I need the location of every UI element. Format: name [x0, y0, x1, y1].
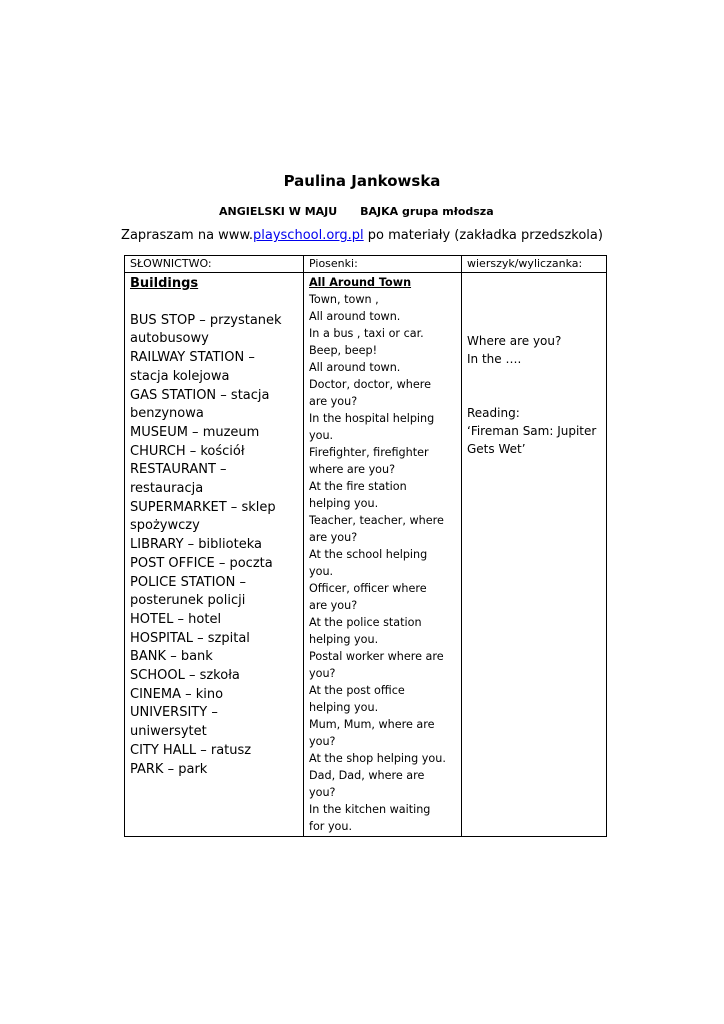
vocabulary-line: autobusowy — [130, 331, 209, 347]
lyric-line: Town, town , — [309, 293, 379, 306]
header-poem: wierszyk/wyliczanka: — [462, 256, 607, 273]
table-content-row — [125, 273, 607, 837]
lyric-line: Mum, Mum, where are — [309, 718, 435, 731]
vocabulary-line: BANK – bank — [130, 649, 213, 665]
vocabulary-line: POST OFFICE – poczta — [130, 555, 273, 571]
vocabulary-line: BUS STOP – przystanek — [130, 312, 282, 328]
reading-line: Reading: — [467, 406, 520, 420]
song-lyrics — [309, 291, 456, 835]
lyric-line: At the fire station — [309, 480, 407, 493]
invite-line — [0, 228, 724, 243]
vocabulary-line: restauracja — [130, 481, 204, 497]
vocabulary-line: CITY HALL – ratusz — [130, 742, 252, 758]
lyric-line: Dad, Dad, where are — [309, 769, 425, 782]
song-title: All Around Town — [309, 276, 412, 289]
lyric-line: for you. — [309, 820, 353, 833]
vocabulary-line: PARK – park — [130, 761, 208, 777]
vocabulary-line: posterunek policji — [130, 593, 246, 609]
vocabulary-line: HOTEL – hotel — [130, 611, 222, 627]
vocabulary-line: SUPERMARKET – sklep — [130, 499, 276, 515]
poem-lines — [467, 332, 601, 368]
vocabulary-line: POLICE STATION – — [130, 574, 247, 590]
lyric-line: Postal worker where are — [309, 650, 444, 663]
lyric-line: At the post office — [309, 684, 405, 697]
materials-table — [124, 255, 607, 837]
lyric-line: Firefighter, firefighter — [309, 446, 429, 459]
vocabulary-line: SCHOOL – szkoła — [130, 668, 240, 684]
lyric-line: where are you? — [309, 463, 396, 476]
vocabulary-line: CINEMA – kino — [130, 686, 224, 702]
lyric-line: In the kitchen waiting — [309, 803, 431, 816]
vocabulary-cell — [125, 273, 304, 837]
vocabulary-list — [130, 312, 298, 780]
reading-line: ‘Fireman Sam: Jupiter — [467, 424, 597, 438]
lyric-line: are you? — [309, 395, 358, 408]
lyric-line: helping you. — [309, 633, 379, 646]
lyric-line: are you? — [309, 531, 358, 544]
vocabulary-line: benzynowa — [130, 406, 204, 422]
subtitle: ANGIELSKI W MAJU BAJKA grupa młodsza — [219, 205, 494, 218]
lyric-line: helping you. — [309, 497, 379, 510]
vocabulary-line: LIBRARY – biblioteka — [130, 537, 262, 553]
lyric-line: At the shop helping you. — [309, 752, 446, 765]
header-vocabulary: SŁOWNICTWO: — [125, 256, 304, 273]
vocabulary-line: CHURCH – kościół — [130, 443, 245, 459]
vocabulary-line: RESTAURANT – — [130, 462, 227, 478]
lyric-line: you. — [309, 565, 334, 578]
lyric-line: you? — [309, 667, 336, 680]
vocabulary-line: GAS STATION – stacja — [130, 387, 270, 403]
vocabulary-line: MUSEUM – muzeum — [130, 424, 260, 440]
lyric-line: At the police station — [309, 616, 422, 629]
vocabulary-line: HOSPITAL – szpital — [130, 630, 250, 646]
lyric-line: are you? — [309, 599, 358, 612]
playschool-link[interactable]: playschool.org.pl — [253, 228, 364, 243]
vocabulary-line: UNIVERSITY – — [130, 705, 218, 721]
page-title: Paulina Jankowska — [283, 172, 441, 190]
poem-line: Where are you? — [467, 334, 562, 348]
poem-cell — [462, 273, 607, 837]
invite-text-after: po materiały (zakładka przedszkola) — [363, 228, 603, 243]
invite-text-before: Zapraszam na www. — [121, 228, 254, 243]
vocabulary-line: stacja kolejowa — [130, 368, 230, 384]
vocabulary-line: uniwersytet — [130, 724, 207, 740]
lyric-line: In the hospital helping — [309, 412, 435, 425]
header-songs: Piosenki: — [304, 256, 462, 273]
lyric-line: At the school helping — [309, 548, 428, 561]
lyric-line: helping you. — [309, 701, 379, 714]
song-cell — [304, 273, 462, 837]
lyric-line: Officer, officer where — [309, 582, 427, 595]
vocabulary-line: spożywczy — [130, 518, 200, 534]
lyric-line: you? — [309, 786, 336, 799]
lyric-line: Beep, beep! — [309, 344, 378, 357]
reading-lines — [467, 404, 601, 458]
reading-line: Gets Wet’ — [467, 442, 526, 456]
poem-line: In the …. — [467, 352, 522, 366]
table-header-row — [125, 256, 607, 273]
lyric-line: In a bus , taxi or car. — [309, 327, 424, 340]
lyric-line: All around town. — [309, 361, 401, 374]
lyric-line: you. — [309, 429, 334, 442]
lyric-line: Doctor, doctor, where — [309, 378, 431, 391]
lyric-line: All around town. — [309, 310, 401, 323]
vocabulary-heading: Buildings — [130, 276, 199, 291]
vocabulary-line: RAILWAY STATION – — [130, 350, 255, 366]
lyric-line: Teacher, teacher, where — [309, 514, 444, 527]
lyric-line: you? — [309, 735, 336, 748]
